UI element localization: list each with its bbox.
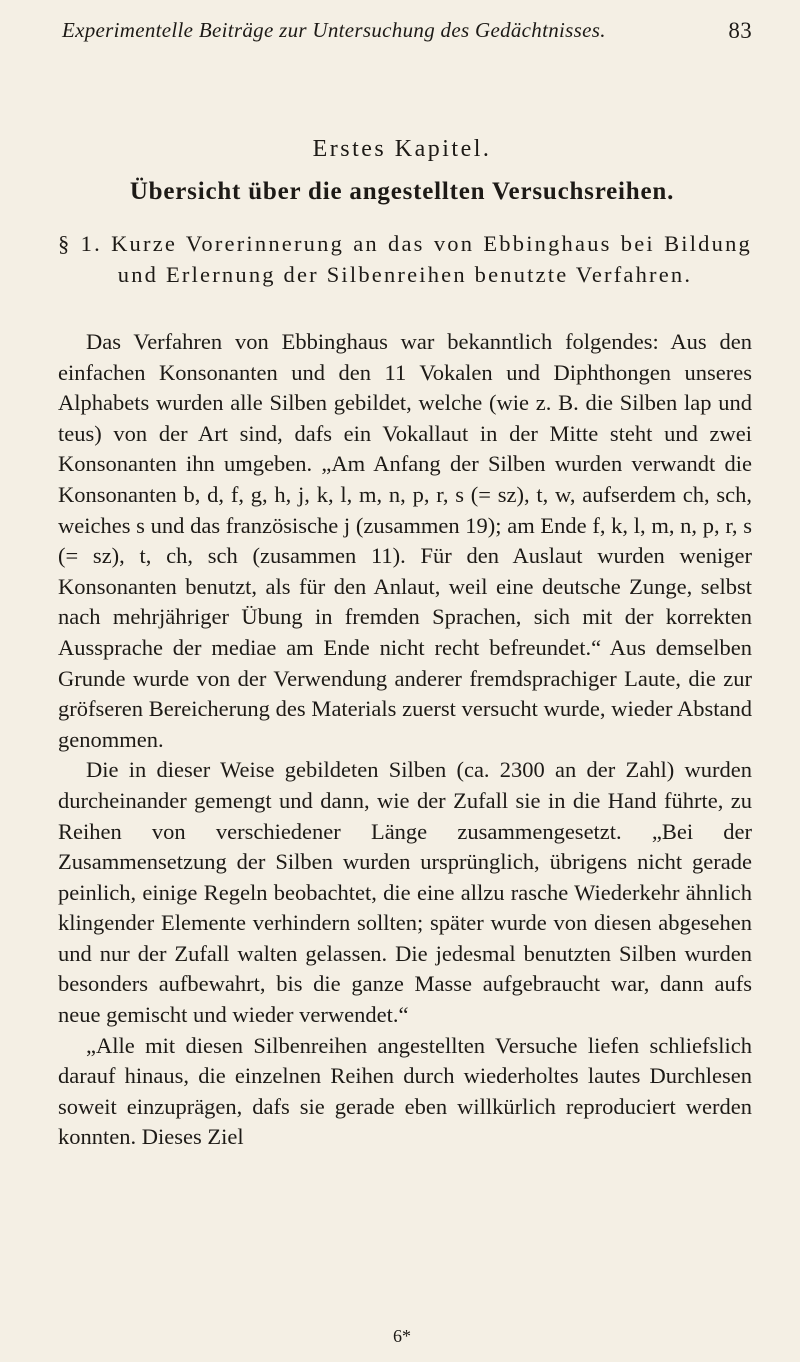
section-title: Übersicht über die angestellten Versuchsreihen. bbox=[129, 178, 675, 205]
book-page bbox=[52, 0, 752, 1362]
paragraph-heading: § 1. Kurze Vorerinnerung an das von Ebbinghaus bei Bildung und Erlernung der Silbenreihen benutzte Verfahren. bbox=[58, 231, 752, 287]
chapter-heading: Erstes Kapitel. bbox=[312, 136, 492, 162]
signature-mark: 6* bbox=[393, 1326, 411, 1346]
page-number: 83 bbox=[728, 18, 752, 43]
paragraph: Das Verfahren von Ebbinghaus war bekanntlich folgendes: Aus den einfachen Konsonanten und den 11 Vokalen und Diphthongen unseres Alphabets wurden alle Silben gebildet, welche (wie z. B. die Silben lap und teus) von der Art sind, dafs ein Vokallaut in der Mitte steht und zwei Konsonanten ihn umgeben. „Am Anfang der Silben wurden verwandt die Konsonanten b, d, f, g, h, j, k, l, m, n, p, r, s (= sz), t, w, aufserdem ch, sch, weiches s und das französische j (zusammen 19); am Ende f, k, l, m, n, p, r, s (= sz), t, ch, sch (zusammen 11). Für den Auslaut wurden weniger Konsonanten benutzt, als für den Anlaut, weil eine deutsche Zunge, selbst nach mehrjähriger Übung in fremden Sprachen, sich mit der korrekten Aussprache der mediae am Ende nicht recht befreundet.“ Aus demselben Grunde wurde von der Verwendung anderer fremdsprachiger Laute, die zur gröfseren Bereicherung des Materials zuerst versucht wurde, wieder Abstand genommen. bbox=[58, 329, 752, 752]
paragraph: „Alle mit diesen Silbenreihen angestellten Versuche liefen schliefslich darauf hinaus, die einzelnen Reihen durch wiederholtes lautes Durchlesen soweit einzuprägen, dafs sie gerade eben willkürlich reproduciert werden konnten. Dieses Ziel bbox=[58, 1032, 752, 1150]
running-head-title: Experimentelle Beiträge zur Untersuchung des Gedächtnisses. bbox=[62, 18, 606, 42]
body-text bbox=[58, 327, 752, 1153]
paragraph: Die in dieser Weise gebildeten Silben (ca. 2300 an der Zahl) wurden durcheinander gemengt und dann, wie der Zufall sie in die Hand führte, zu Reihen von verschiedener Länge zusammengesetzt. „Bei der Zusammensetzung der Silben wurden ursprünglich, übrigens nicht gerade peinlich, einige Regeln beobachtet, die eine allzu rasche Wiederkehr ähnlich klingender Elemente verhindern sollten; später wurde von diesen abgesehen und nur der Zufall walten gelassen. Die jedesmal benutzten Silben wurden besonders aufbewahrt, bis die ganze Masse aufgebraucht war, dann aufs neue gemischt und wieder verwendet.“ bbox=[58, 757, 752, 1028]
running-head bbox=[62, 18, 752, 43]
